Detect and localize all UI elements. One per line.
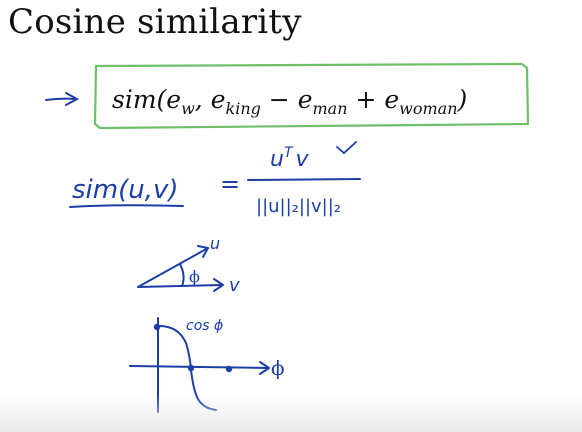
numerator <box>270 145 310 172</box>
numerator-v: v <box>295 147 309 172</box>
slide-title: Cosine similarity <box>8 2 302 42</box>
formula-e-w: e <box>166 85 182 114</box>
graph-x-axis <box>130 366 268 368</box>
formula-func: sim( <box>112 85 167 114</box>
numerator-u: u <box>270 147 284 172</box>
vector-v-label: v <box>229 275 240 296</box>
formula-plus: + <box>347 85 385 114</box>
formula-e-king: e <box>210 85 226 114</box>
axis-phi-label: ϕ <box>271 356 285 380</box>
curve-point-right <box>226 366 232 372</box>
check-arrow-icon <box>337 142 356 153</box>
denominator: ||u||₂||v||₂ <box>256 196 342 217</box>
angle-arc <box>180 264 184 286</box>
formula-sub-woman: woman <box>399 99 458 118</box>
formula-e-man: e <box>297 85 313 114</box>
vector-u-label: u <box>210 234 221 253</box>
formula-sub-man: man <box>312 99 348 118</box>
cos-phi-label: cos ϕ <box>186 318 224 334</box>
bottom-fade <box>0 396 582 432</box>
sim-underline <box>70 205 183 207</box>
formula-e-woman: e <box>384 85 400 114</box>
formula-minus: − <box>260 85 298 114</box>
sim-uv-label: sim(u,v) <box>72 175 179 205</box>
curve-point-mid <box>188 365 194 371</box>
equals-sign: = <box>220 170 241 198</box>
formula-close: ) <box>457 85 468 114</box>
numerator-T: T <box>283 145 293 161</box>
formula-comma: , <box>194 85 211 114</box>
vector-v-line <box>138 285 222 287</box>
formula-sub-king: king <box>225 99 261 118</box>
analogy-formula <box>112 85 467 118</box>
curve-point-top <box>154 324 160 330</box>
angle-phi-label: ϕ <box>189 267 200 286</box>
formula-sub-w: w <box>181 99 195 118</box>
fraction-bar <box>248 179 360 180</box>
pointer-arrow-icon <box>46 93 77 105</box>
